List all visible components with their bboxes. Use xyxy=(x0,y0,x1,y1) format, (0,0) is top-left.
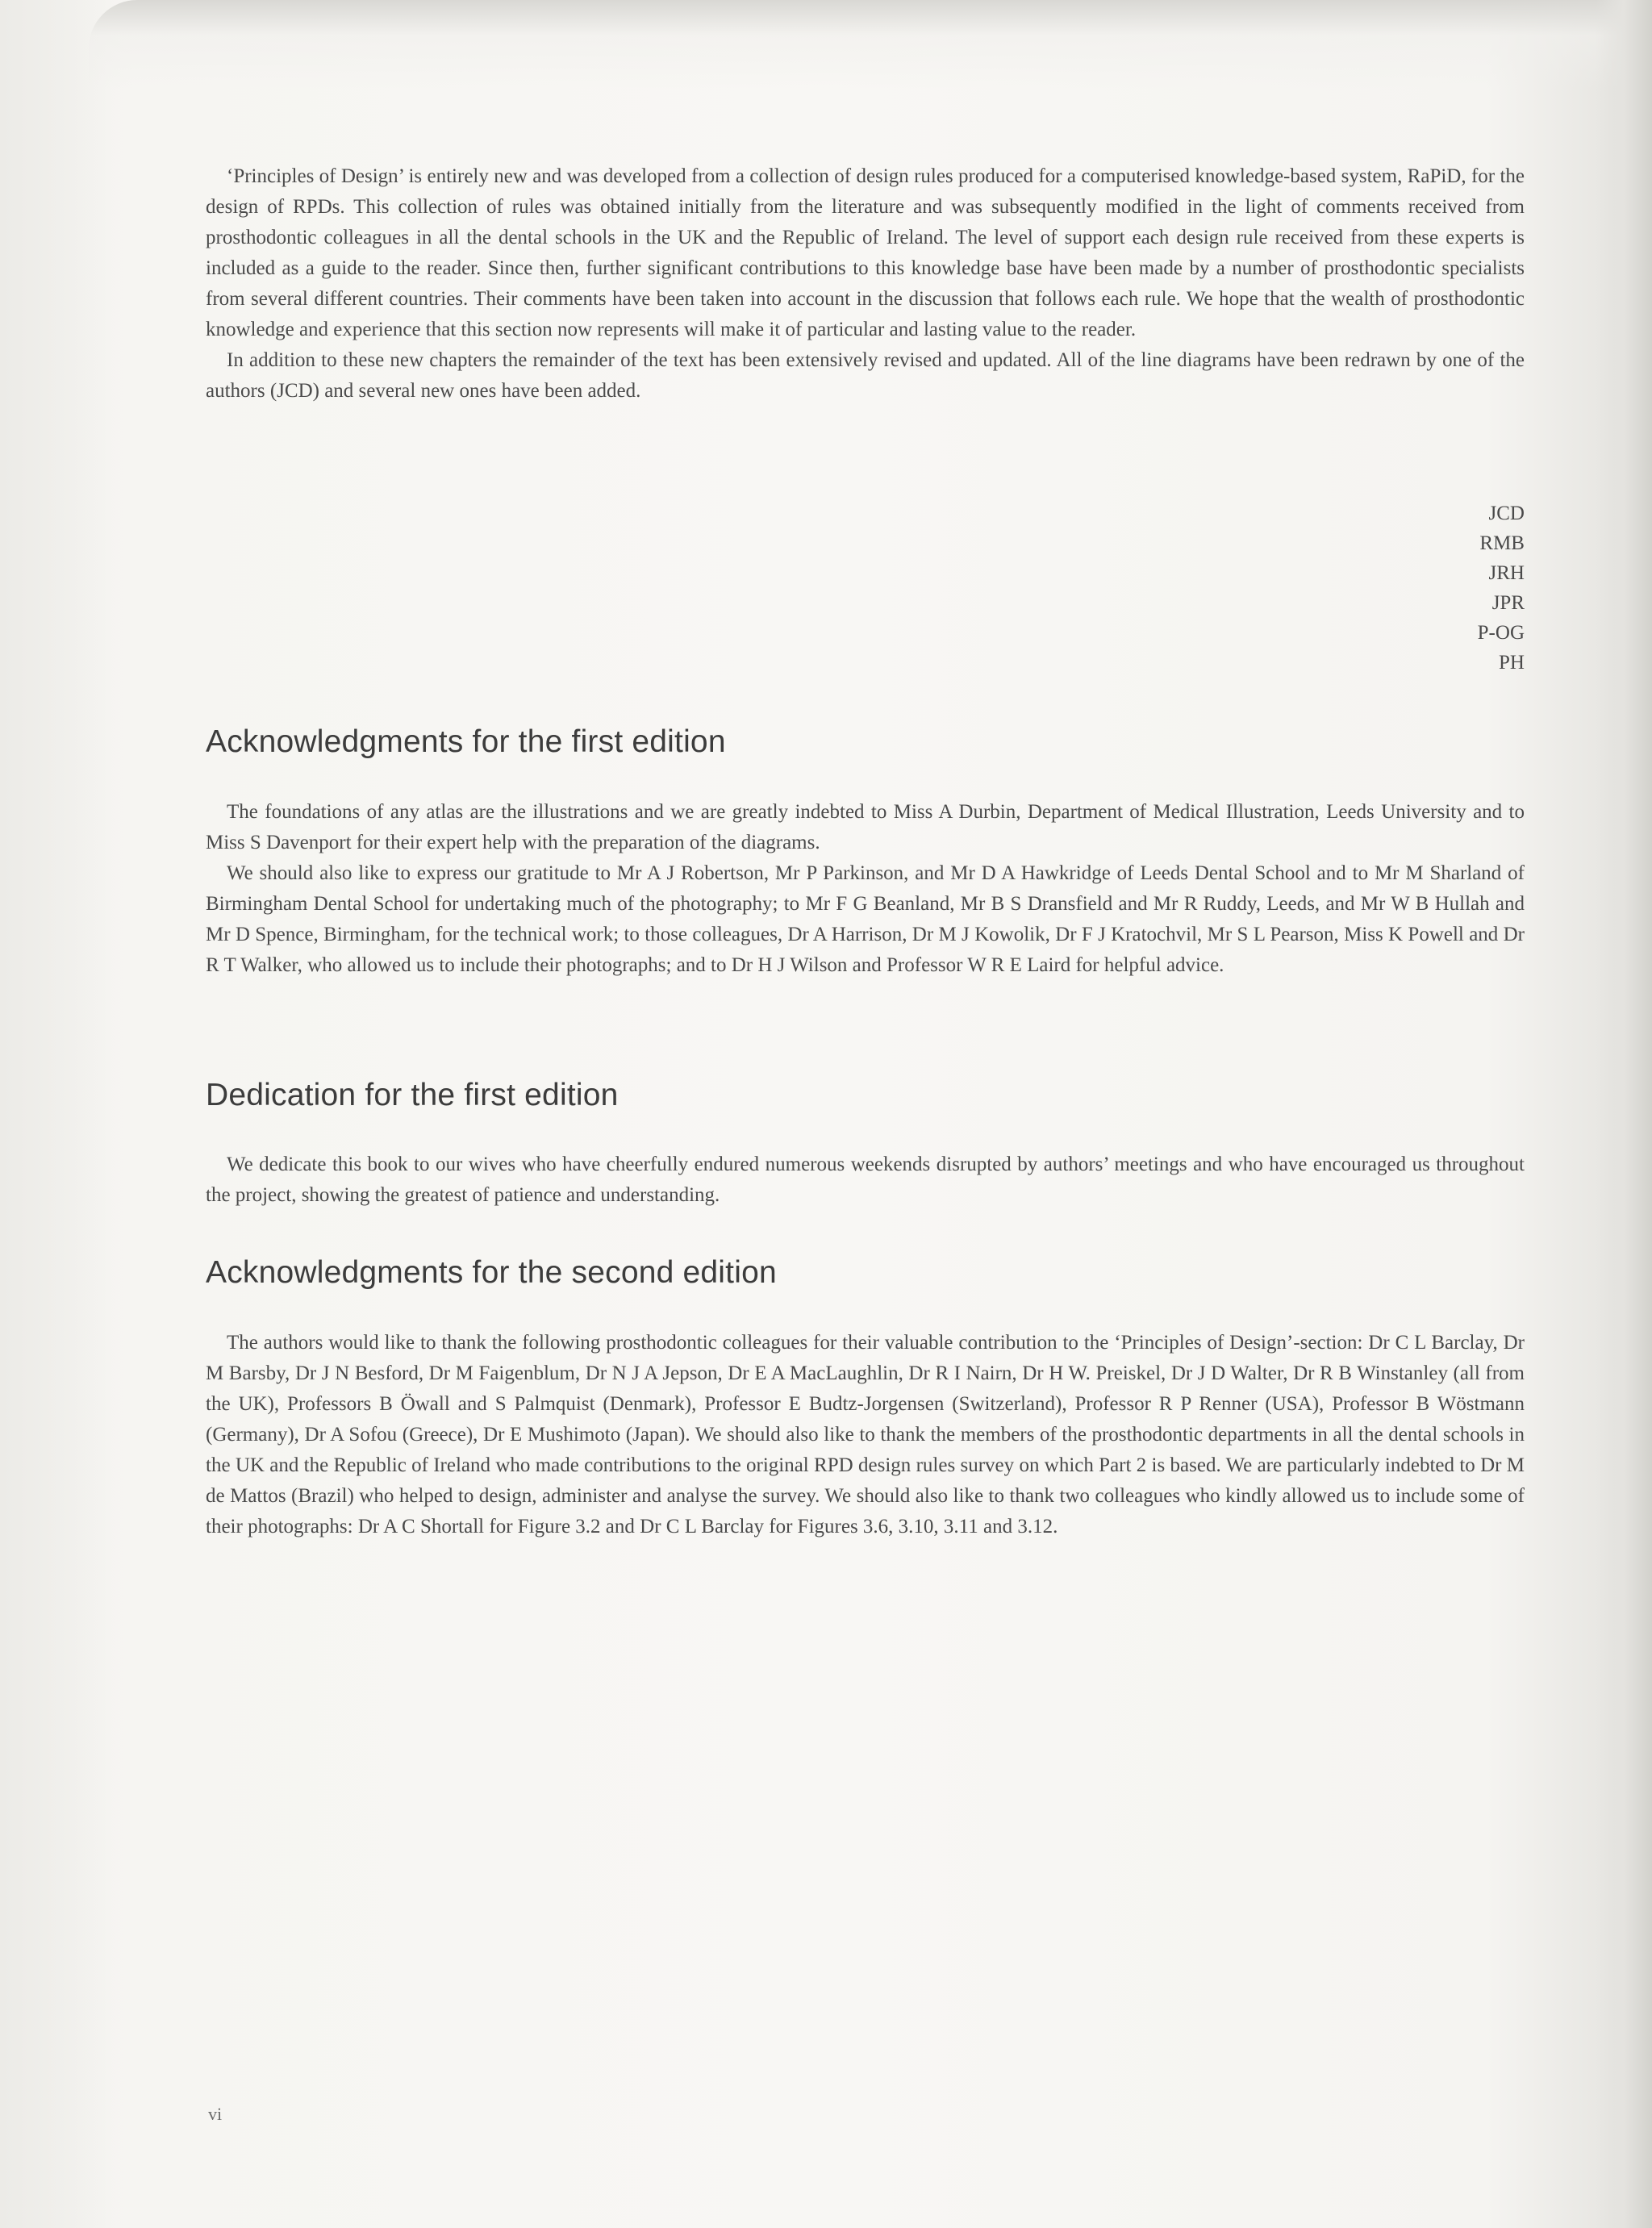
ack-second-edition-heading: Acknowledgments for the second edition xyxy=(206,1255,777,1290)
page-edge-shadow-top xyxy=(89,0,1637,89)
signoff-initials: JPR xyxy=(1491,592,1525,614)
preface-paragraph-2: In addition to these new chapters the remainder of the text has been extensively revised and updated. All of the line diagrams have been redrawn by one of the authors (JCD) and several new ones have been added. xyxy=(206,349,1525,402)
ack-first-paragraph-1: The foundations of any atlas are the illustrations and we are greatly indebted to Miss A Durbin, Department of Medical Illustration, Leeds University and to Miss S Davenport for their expert help with the preparation of the diagrams. xyxy=(206,801,1525,853)
page-edge-shadow-left xyxy=(0,0,113,2228)
dedication-paragraph: We dedicate this book to our wives who have cheerfully endured numerous weekends disrupted by authors’ meetings and who have encouraged us throughout the project, showing the greatest of patience and understanding. xyxy=(206,1154,1525,1206)
ack-first-paragraph-2: We should also like to express our gratitude to Mr A J Robertson, Mr P Parkinson, and Mr D A Hawkridge of Leeds Dental School and to Mr M Sharland of Birmingham Dental School for undertaking much of the photography; to Mr F G Beanland, Mr B S Dransfield and Mr R Ruddy, Leeds, and Mr W B Hullah and Mr D Spence, Birmingham, for the technical work; to those colleagues, Dr A Harrison, Dr M J Kowolik, Dr F J Kratochvil, Mr S L Pearson, Miss K Powell and Dr R T Walker, who allowed us to include their photographs; and to Dr H J Wilson and Professor W R E Laird for helpful advice. xyxy=(206,862,1525,976)
ack-second-paragraph: The authors would like to thank the following prosthodontic colleagues for their valuable contribution to the ‘Principles of Design’-section: Dr C L Barclay, Dr M Barsby, Dr J N Besford, Dr M Faigenblum, Dr N J A Jepson, Dr E A MacLaughlin, Dr R I Nairn, Dr H W. Preiskel, Dr J D Walter, Dr R B Winstanley (all from the UK), Professors B Öwall and S Palmquist (Denmark), Professor E Budtz-Jorgensen (Switzerland), Professor R P Renner (USA), Professor B Wöstmann (Germany), Dr A Sofou (Greece), Dr E Mushimoto (Japan). We should also like to thank the members of the prosthodontic departments in all the dental schools in the UK and the Republic of Ireland who made contributions to the original RPD design rules survey on which Part 2 is based. We are particularly indebted to Dr M de Mattos (Brazil) who helped to design, administer and analyse the survey. We should also like to thank two colleagues who kindly allowed us to include some of their photographs: Dr A C Shortall for Figure 3.2 and Dr C L Barclay for Figures 3.6, 3.10, 3.11 and 3.12. xyxy=(206,1332,1525,1537)
ack-first-edition-heading: Acknowledgments for the first edition xyxy=(206,724,726,759)
signoff-initials: JRH xyxy=(1488,562,1525,584)
preface-text xyxy=(206,161,1525,407)
page-edge-shadow-right xyxy=(1596,0,1652,2228)
ack-second-edition-text xyxy=(206,1328,1525,1542)
ack-first-edition-text xyxy=(206,797,1525,981)
signoff-initials: PH xyxy=(1499,652,1525,674)
preface-paragraph-1: ‘Principles of Design’ is entirely new and was developed from a collection of design rules produced for a computerised knowledge-based system, RaPiD, for the design of RPDs. This collection of rules was obtained initially from the literature and was subsequently modified in the light of comments received from prosthodontic colleagues in all the dental schools in the UK and the Republic of Ireland. The level of support each design rule received from these experts is included as a guide to the reader. Since then, further significant contributions to this knowledge base have been made by a number of prosthodontic specialists from several different countries. Their comments have been taken into account in the discussion that follows each rule. We hope that the wealth of prosthodontic knowledge and experience that this section now represents will make it of particular and lasting value to the reader. xyxy=(206,165,1525,340)
signoff-initials: P-OG xyxy=(1477,622,1525,644)
dedication-first-edition-text xyxy=(206,1149,1525,1211)
signoff-initials: RMB xyxy=(1479,532,1525,554)
author-signoffs xyxy=(1478,499,1525,678)
page-number: vi xyxy=(208,2104,223,2124)
dedication-first-edition-heading: Dedication for the first edition xyxy=(206,1078,619,1112)
signoff-initials: JCD xyxy=(1488,503,1525,524)
